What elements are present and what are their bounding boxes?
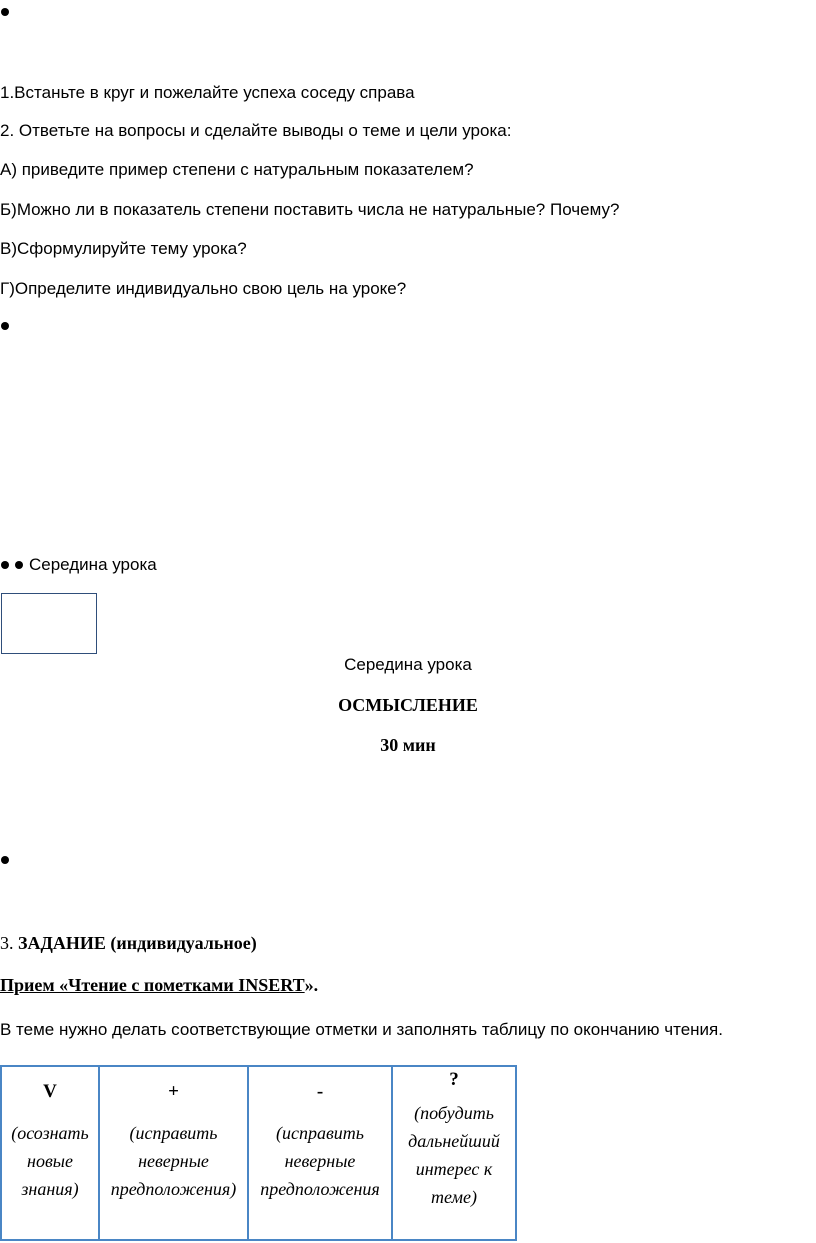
stage-heading: ОСМЫСЛЕНИЕ [338, 695, 478, 715]
question-a: А) приведите пример степени с натуральным показателем? [0, 160, 474, 179]
insert-cell-question [392, 1066, 516, 1240]
task-number: 3. [0, 933, 14, 953]
question-b: Б)Можно ли в показатель степени поставить числа не натуральные? Почему? [0, 200, 620, 219]
insert-cell-v [1, 1066, 99, 1240]
task-title: ЗАДАНИЕ (индивидуальное) [18, 933, 257, 953]
stage-duration: 30 мин [380, 735, 436, 755]
insert-symbol: ? [449, 1069, 459, 1090]
bullet-icon [1, 561, 9, 569]
task-instruction: В теме нужно делать соответствующие отметки и заполнять таблицу по окончанию чтения. [0, 1020, 723, 1039]
bullet-icon [15, 561, 23, 569]
instruction-item-1: 1.Встаньте в круг и пожелайте успеха соседу справа [0, 83, 415, 102]
empty-frame [1, 593, 97, 654]
insert-description: (побудить дальнейший интерес к теме) [408, 1103, 500, 1207]
insert-symbol: - [316, 1081, 324, 1102]
question-g: Г)Определите индивидуально свою цель на уроке? [0, 279, 407, 298]
insert-description: (исправить неверные предположения) [110, 1123, 237, 1199]
insert-symbol: + [168, 1081, 179, 1102]
method-name: Прием «Чтение с пометками INSERT [0, 975, 305, 995]
insert-description: (осознать новые знания) [11, 1123, 89, 1199]
bullet-icon [1, 8, 9, 16]
insert-table [0, 1065, 517, 1241]
table-row [1, 1066, 516, 1240]
insert-cell-plus [99, 1066, 248, 1240]
method-heading [0, 975, 318, 996]
section-label-middle: Середина урока [29, 555, 157, 574]
insert-description: (исправить неверные предположения [260, 1123, 380, 1199]
instruction-item-2: 2. Ответьте на вопросы и сделайте выводы о теме и цели урока: [0, 121, 512, 140]
insert-symbol: V [43, 1081, 57, 1102]
insert-cell-minus [248, 1066, 392, 1240]
method-tail: ». [304, 975, 319, 995]
middle-title: Середина урока [344, 655, 472, 674]
bullet-icon [1, 856, 9, 864]
task-heading [0, 933, 257, 954]
question-v: В)Сформулируйте тему урока? [0, 239, 247, 258]
bullet-icon [1, 322, 9, 330]
